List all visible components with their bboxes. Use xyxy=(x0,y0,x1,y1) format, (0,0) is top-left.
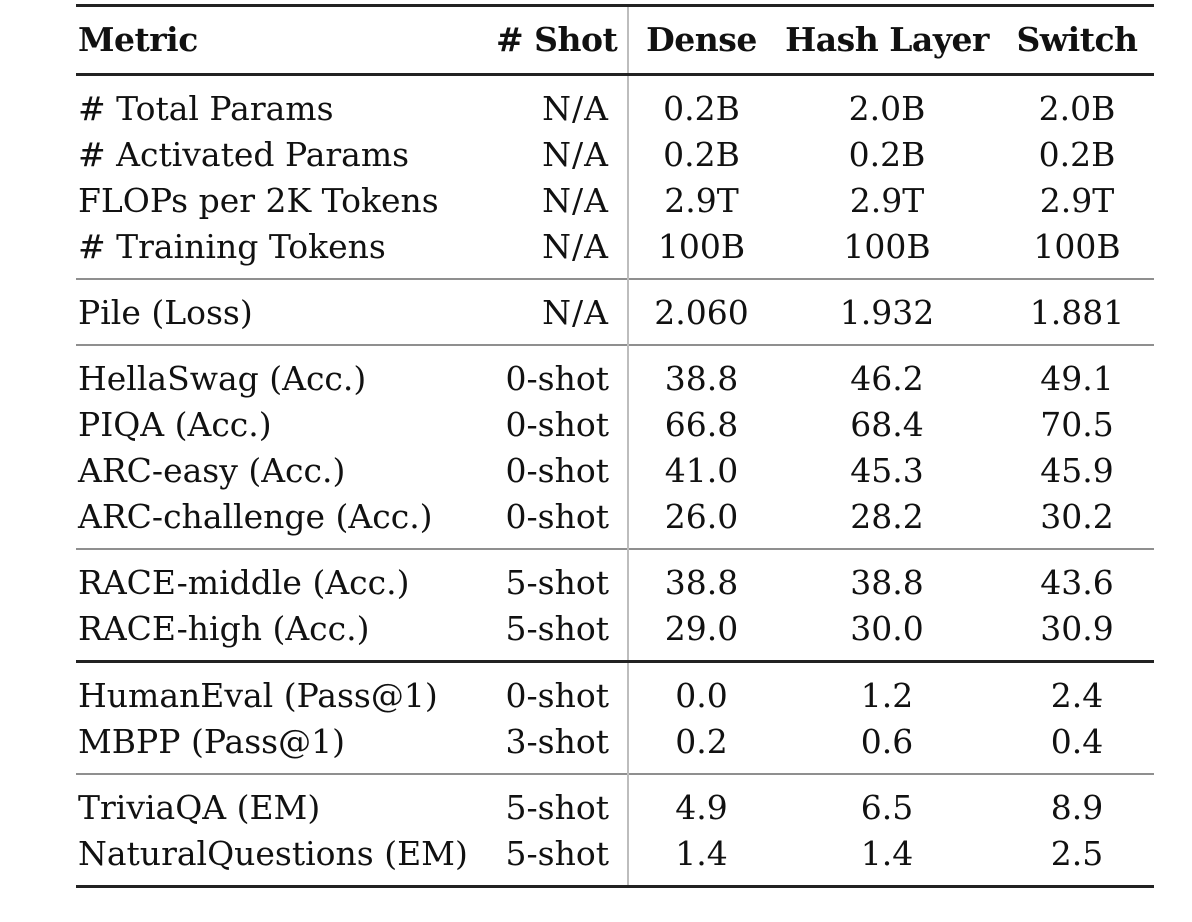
metric-cell: Pile (Loss) xyxy=(78,293,253,332)
table-group xyxy=(76,774,1154,887)
switch-cell: 43.6 xyxy=(1040,563,1114,602)
hash-layer-cell: 1.932 xyxy=(839,293,935,332)
dense-cell: 26.0 xyxy=(664,497,739,536)
table-row xyxy=(76,279,1154,345)
switch-cell: 8.9 xyxy=(1050,788,1104,827)
dense-cell: 38.8 xyxy=(664,563,739,602)
hash-layer-cell: 46.2 xyxy=(850,359,924,398)
switch-cell: 100B xyxy=(1033,227,1121,266)
metric-cell: # Total Params xyxy=(78,89,334,128)
dense-cell: 4.9 xyxy=(675,788,728,827)
hash-layer-cell: 45.3 xyxy=(850,451,924,490)
switch-cell: 30.9 xyxy=(1040,609,1114,648)
dense-cell: 1.4 xyxy=(675,834,728,873)
shot-cell: 0-shot xyxy=(496,494,628,549)
hash-layer-cell: 100B xyxy=(843,227,931,266)
metric-cell: FLOPs per 2K Tokens xyxy=(78,181,439,220)
hash-layer-cell: 2.0B xyxy=(848,89,926,128)
table-row xyxy=(76,345,1154,402)
metric-cell: HellaSwag (Acc.) xyxy=(78,359,367,398)
switch-cell: 70.5 xyxy=(1040,405,1114,444)
table-group xyxy=(76,662,1154,775)
table-row xyxy=(76,75,1154,133)
table-row xyxy=(76,549,1154,606)
dense-cell: 0.0 xyxy=(675,676,728,715)
metric-cell: MBPP (Pass@1) xyxy=(78,722,345,761)
table-row xyxy=(76,178,1154,224)
switch-cell: 49.1 xyxy=(1040,359,1114,398)
hash-layer-cell: 6.5 xyxy=(860,788,914,827)
hash-layer-cell: 1.2 xyxy=(860,676,914,715)
dense-cell: 0.2 xyxy=(675,722,728,761)
hash-layer-cell: 1.4 xyxy=(860,834,914,873)
switch-cell: 2.5 xyxy=(1050,834,1104,873)
hash-layer-cell: 30.0 xyxy=(850,609,924,648)
dense-cell: 0.2B xyxy=(663,89,740,128)
table-row xyxy=(76,662,1154,720)
table-row xyxy=(76,831,1154,887)
table-row xyxy=(76,774,1154,831)
header-row xyxy=(76,6,1154,75)
switch-cell: 0.2B xyxy=(1038,135,1116,174)
hash-layer-cell: 38.8 xyxy=(850,563,924,602)
dense-cell: 29.0 xyxy=(664,609,739,648)
shot-cell: 5-shot xyxy=(496,606,628,662)
metric-cell: HumanEval (Pass@1) xyxy=(78,676,438,715)
switch-cell: 0.4 xyxy=(1050,722,1104,761)
results-table-container xyxy=(76,4,1154,888)
hash-layer-cell: 0.6 xyxy=(860,722,914,761)
shot-cell: N/A xyxy=(496,224,628,279)
dense-cell: 66.8 xyxy=(664,405,739,444)
header-metric: Metric xyxy=(76,6,496,75)
shot-cell: 0-shot xyxy=(496,402,628,448)
shot-cell: 0-shot xyxy=(496,448,628,494)
metric-cell: NaturalQuestions (EM) xyxy=(78,834,468,873)
metric-cell: # Activated Params xyxy=(78,135,410,174)
table-header xyxy=(76,6,1154,75)
shot-cell: 0-shot xyxy=(496,345,628,402)
dense-cell: 41.0 xyxy=(664,451,739,490)
table-group xyxy=(76,549,1154,662)
header-switch: Switch xyxy=(1000,6,1154,75)
dense-cell: 2.9T xyxy=(664,181,739,220)
table-row xyxy=(76,132,1154,178)
table-group xyxy=(76,75,1154,280)
switch-cell: 2.0B xyxy=(1038,89,1116,128)
shot-cell: N/A xyxy=(496,279,628,345)
switch-cell: 2.4 xyxy=(1050,676,1104,715)
shot-cell: N/A xyxy=(496,75,628,133)
metric-cell: TriviaQA (EM) xyxy=(78,788,321,827)
hash-layer-cell: 28.2 xyxy=(850,497,924,536)
shot-cell: 3-shot xyxy=(496,719,628,774)
dense-cell: 38.8 xyxy=(664,359,739,398)
shot-cell: N/A xyxy=(496,132,628,178)
table-row xyxy=(76,402,1154,448)
table-row xyxy=(76,224,1154,279)
table-row xyxy=(76,494,1154,549)
metric-cell: RACE-middle (Acc.) xyxy=(78,563,410,602)
table-row xyxy=(76,448,1154,494)
table-group xyxy=(76,279,1154,345)
table-row xyxy=(76,719,1154,774)
shot-cell: N/A xyxy=(496,178,628,224)
dense-cell: 100B xyxy=(657,227,746,266)
hash-layer-cell: 0.2B xyxy=(848,135,926,174)
metric-cell: ARC-challenge (Acc.) xyxy=(78,497,433,536)
table-group xyxy=(76,345,1154,549)
header-hash-layer: Hash Layer xyxy=(774,6,1000,75)
shot-cell: 5-shot xyxy=(496,774,628,831)
dense-cell: 2.060 xyxy=(654,293,749,332)
table-row xyxy=(76,606,1154,662)
header-dense: Dense xyxy=(628,6,774,75)
metric-cell: PIQA (Acc.) xyxy=(78,405,272,444)
dense-cell: 0.2B xyxy=(663,135,740,174)
switch-cell: 45.9 xyxy=(1040,451,1114,490)
metric-cell: # Training Tokens xyxy=(78,227,386,266)
shot-cell: 5-shot xyxy=(496,549,628,606)
switch-cell: 30.2 xyxy=(1040,497,1114,536)
metric-cell: ARC-easy (Acc.) xyxy=(78,451,346,490)
hash-layer-cell: 2.9T xyxy=(849,181,925,220)
switch-cell: 2.9T xyxy=(1039,181,1115,220)
metric-cell: RACE-high (Acc.) xyxy=(78,609,370,648)
shot-cell: 5-shot xyxy=(496,831,628,887)
results-table xyxy=(76,4,1154,888)
hash-layer-cell: 68.4 xyxy=(850,405,924,444)
header-shot: # Shot xyxy=(496,6,628,75)
switch-cell: 1.881 xyxy=(1029,293,1125,332)
shot-cell: 0-shot xyxy=(496,662,628,720)
